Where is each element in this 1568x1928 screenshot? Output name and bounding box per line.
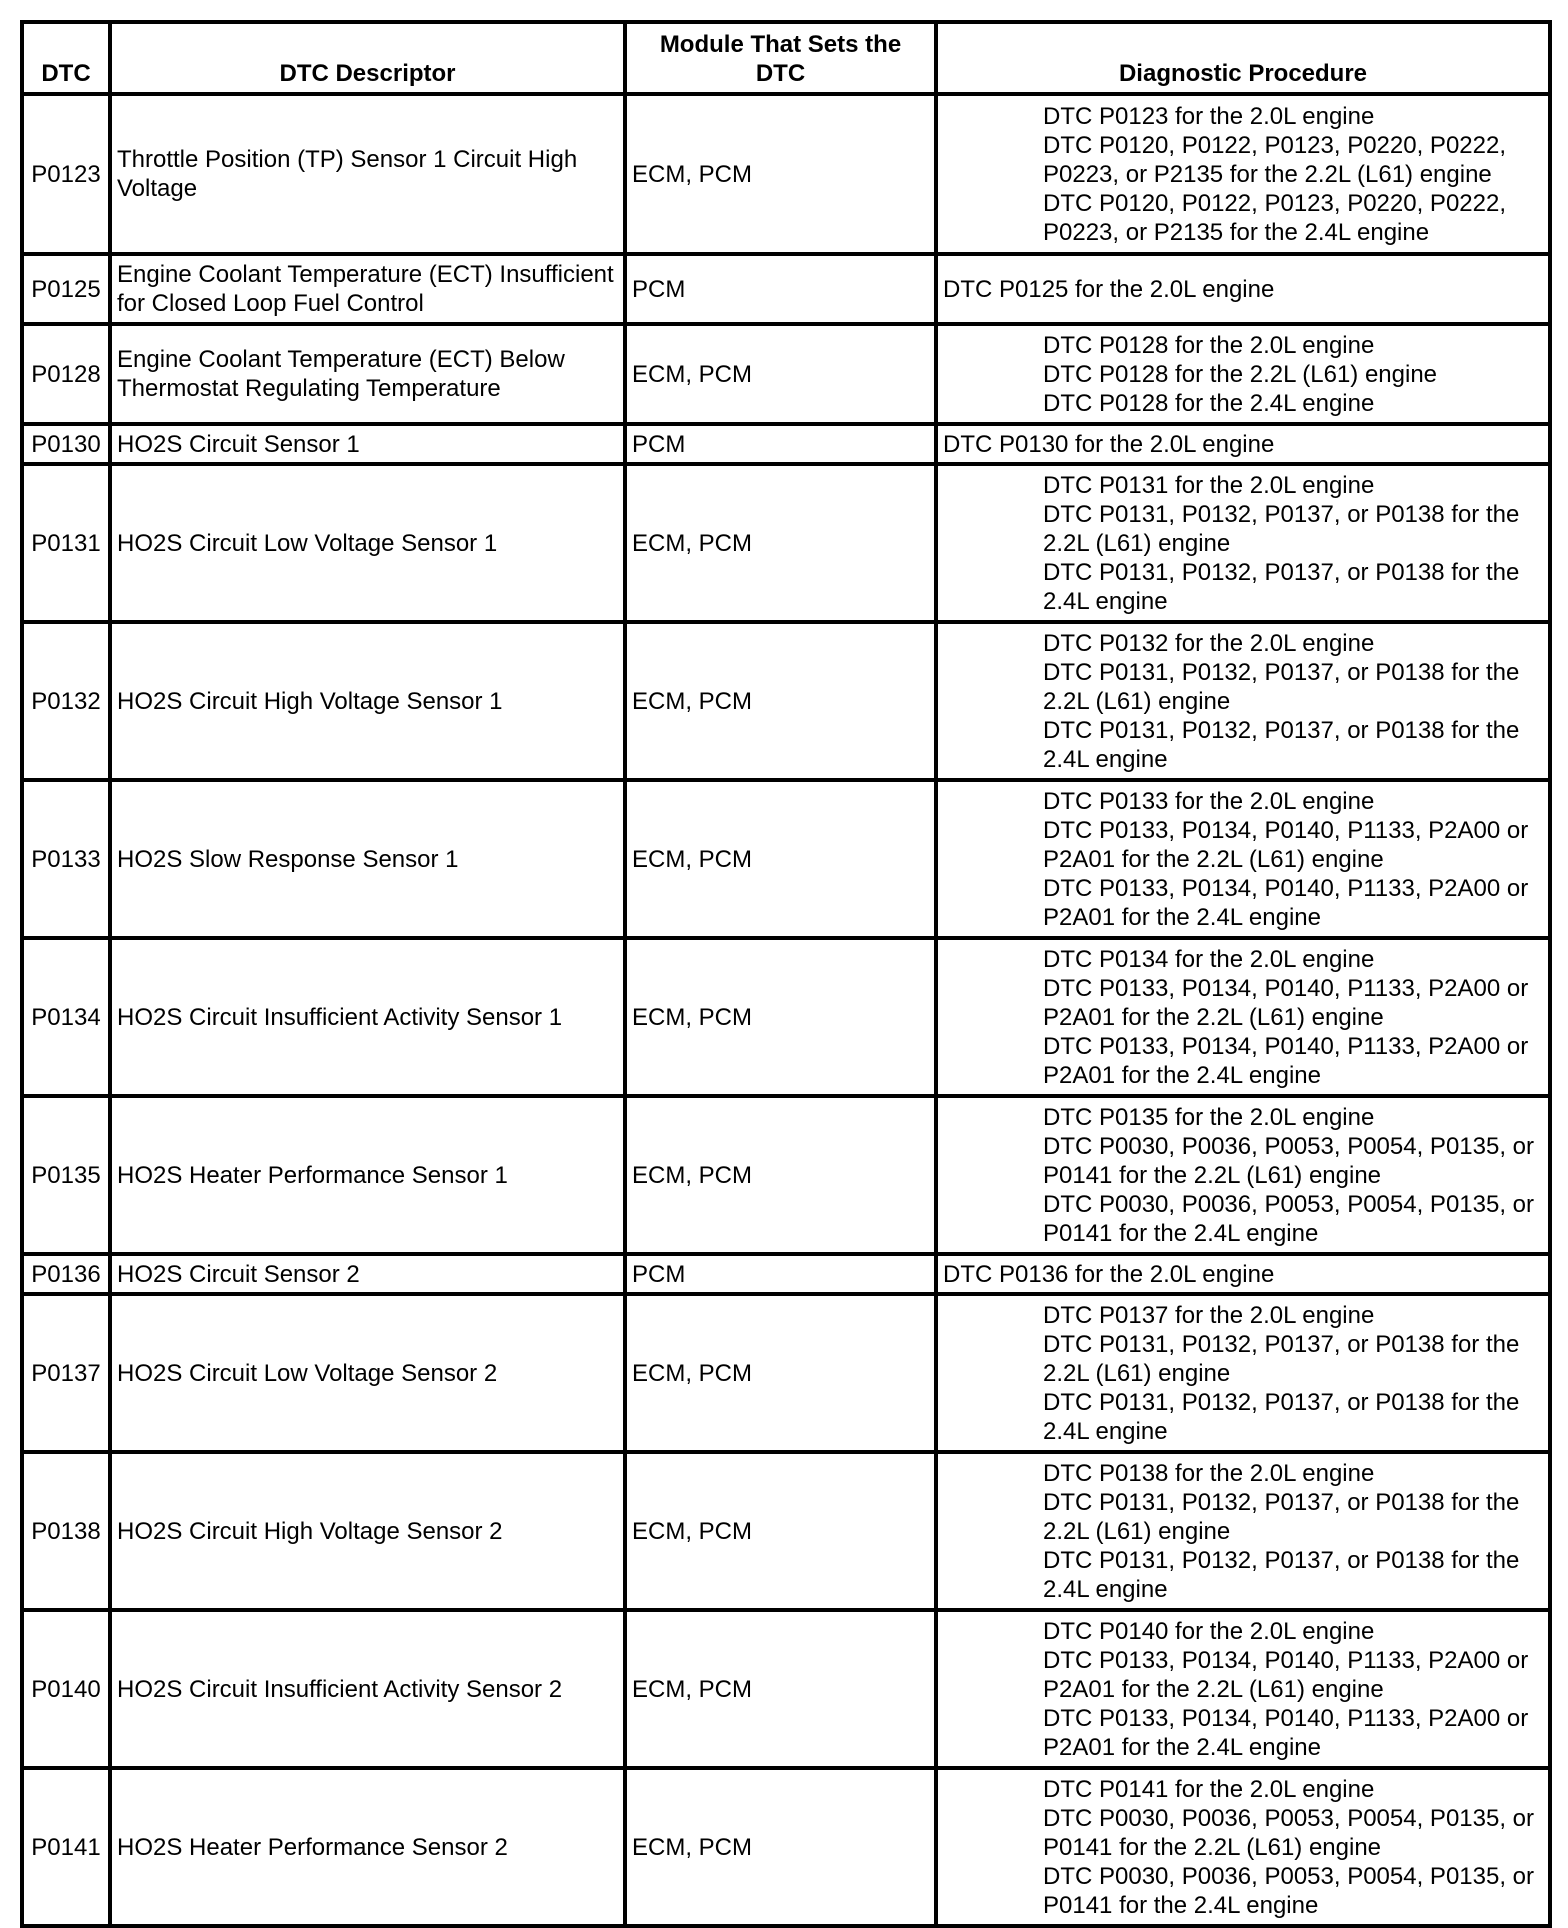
procedure-list bbox=[943, 1103, 1543, 1248]
procedure-line: DTC P0125 for the 2.0L engine bbox=[943, 275, 1275, 303]
diagnostic-procedure-cell bbox=[936, 1096, 1550, 1254]
procedure-line: DTC P0140 for the 2.0L engine bbox=[1043, 1617, 1375, 1645]
procedure-line: DTC P0123 for the 2.0L engine bbox=[1043, 102, 1375, 130]
header-procedure: Diagnostic Procedure bbox=[936, 22, 1550, 94]
dtc-code-cell: P0140 bbox=[22, 1610, 110, 1768]
dtc-descriptor-cell: Engine Coolant Temperature (ECT) Insufficient for Closed Loop Fuel Control bbox=[110, 254, 625, 324]
module-cell: ECM, PCM bbox=[625, 1096, 936, 1254]
dtc-descriptor-cell: HO2S Circuit Insufficient Activity Sensor 1 bbox=[110, 938, 625, 1096]
procedure-line: DTC P0131, P0132, P0137, or P0138 for the 2.2L (L61) engine bbox=[1043, 500, 1520, 557]
procedure-line: DTC P0131, P0132, P0137, or P0138 for the 2.4L engine bbox=[1043, 558, 1520, 615]
module-cell: ECM, PCM bbox=[625, 1294, 936, 1452]
dtc-code-cell: P0133 bbox=[22, 780, 110, 938]
dtc-table bbox=[20, 20, 1552, 1928]
procedure-list bbox=[943, 102, 1543, 247]
procedure-list bbox=[943, 275, 1543, 304]
diagnostic-procedure-cell bbox=[936, 464, 1550, 622]
dtc-descriptor-cell: HO2S Circuit Low Voltage Sensor 2 bbox=[110, 1294, 625, 1452]
dtc-code-cell: P0132 bbox=[22, 622, 110, 780]
dtc-descriptor-cell: HO2S Circuit High Voltage Sensor 1 bbox=[110, 622, 625, 780]
table-row bbox=[22, 938, 1550, 1096]
dtc-code-cell: P0130 bbox=[22, 424, 110, 464]
table-body bbox=[22, 94, 1550, 1926]
dtc-code-cell: P0138 bbox=[22, 1452, 110, 1610]
table-row bbox=[22, 464, 1550, 622]
procedure-line: DTC P0133, P0134, P0140, P1133, P2A00 or P2A01 for the 2.4L engine bbox=[1043, 874, 1529, 931]
diagnostic-procedure-cell bbox=[936, 1768, 1550, 1926]
procedure-line: DTC P0141 for the 2.0L engine bbox=[1043, 1775, 1375, 1803]
module-cell: ECM, PCM bbox=[625, 1768, 936, 1926]
procedure-line: DTC P0137 for the 2.0L engine bbox=[1043, 1301, 1375, 1329]
dtc-descriptor-cell: HO2S Heater Performance Sensor 1 bbox=[110, 1096, 625, 1254]
header-module: Module That Sets the DTC bbox=[625, 22, 936, 94]
diagnostic-procedure-cell bbox=[936, 938, 1550, 1096]
module-cell: PCM bbox=[625, 424, 936, 464]
diagnostic-procedure-cell bbox=[936, 622, 1550, 780]
procedure-line: DTC P0135 for the 2.0L engine bbox=[1043, 1103, 1375, 1131]
procedure-line: DTC P0030, P0036, P0053, P0054, P0135, or P0141 for the 2.2L (L61) engine bbox=[1043, 1804, 1535, 1861]
procedure-line: DTC P0120, P0122, P0123, P0220, P0222, P0223, or P2135 for the 2.4L engine bbox=[1043, 189, 1506, 246]
table-row bbox=[22, 254, 1550, 324]
procedure-line: DTC P0030, P0036, P0053, P0054, P0135, or P0141 for the 2.4L engine bbox=[1043, 1862, 1535, 1919]
procedure-list bbox=[943, 945, 1543, 1090]
procedure-line: DTC P0131, P0132, P0137, or P0138 for the 2.4L engine bbox=[1043, 716, 1520, 773]
module-cell: PCM bbox=[625, 254, 936, 324]
procedure-line: DTC P0131, P0132, P0137, or P0138 for the 2.4L engine bbox=[1043, 1388, 1520, 1445]
dtc-code-cell: P0125 bbox=[22, 254, 110, 324]
dtc-descriptor-cell: HO2S Circuit Sensor 1 bbox=[110, 424, 625, 464]
procedure-line: DTC P0138 for the 2.0L engine bbox=[1043, 1459, 1375, 1487]
diagnostic-procedure-cell bbox=[936, 324, 1550, 424]
dtc-descriptor-cell: HO2S Circuit Insufficient Activity Sensor 2 bbox=[110, 1610, 625, 1768]
procedure-line: DTC P0128 for the 2.4L engine bbox=[1043, 389, 1375, 417]
table-row bbox=[22, 1768, 1550, 1926]
diagnostic-procedure-cell bbox=[936, 780, 1550, 938]
procedure-line: DTC P0133, P0134, P0140, P1133, P2A00 or P2A01 for the 2.4L engine bbox=[1043, 1704, 1529, 1761]
procedure-line: DTC P0133, P0134, P0140, P1133, P2A00 or P2A01 for the 2.2L (L61) engine bbox=[1043, 974, 1529, 1031]
dtc-code-cell: P0137 bbox=[22, 1294, 110, 1452]
table-row bbox=[22, 1452, 1550, 1610]
diagnostic-procedure-cell bbox=[936, 1294, 1550, 1452]
procedure-list bbox=[943, 471, 1543, 616]
table-header-row bbox=[22, 22, 1550, 94]
procedure-line: DTC P0133, P0134, P0140, P1133, P2A00 or P2A01 for the 2.4L engine bbox=[1043, 1032, 1529, 1089]
module-cell: ECM, PCM bbox=[625, 622, 936, 780]
procedure-line: DTC P0030, P0036, P0053, P0054, P0135, or P0141 for the 2.2L (L61) engine bbox=[1043, 1132, 1535, 1189]
table-row bbox=[22, 1294, 1550, 1452]
module-cell: ECM, PCM bbox=[625, 1610, 936, 1768]
procedure-line: DTC P0134 for the 2.0L engine bbox=[1043, 945, 1375, 973]
diagnostic-procedure-cell bbox=[936, 424, 1550, 464]
module-cell: ECM, PCM bbox=[625, 780, 936, 938]
procedure-line: DTC P0133 for the 2.0L engine bbox=[1043, 787, 1375, 815]
procedure-line: DTC P0130 for the 2.0L engine bbox=[943, 430, 1275, 458]
procedure-list bbox=[943, 1459, 1543, 1604]
table-row bbox=[22, 1096, 1550, 1254]
diagnostic-procedure-cell bbox=[936, 1452, 1550, 1610]
procedure-list bbox=[943, 629, 1543, 774]
procedure-line: DTC P0133, P0134, P0140, P1133, P2A00 or P2A01 for the 2.2L (L61) engine bbox=[1043, 816, 1529, 873]
module-cell: PCM bbox=[625, 1254, 936, 1294]
procedure-list bbox=[943, 787, 1543, 932]
dtc-code-cell: P0128 bbox=[22, 324, 110, 424]
procedure-line: DTC P0120, P0122, P0123, P0220, P0222, P0223, or P2135 for the 2.2L (L61) engine bbox=[1043, 131, 1506, 188]
procedure-list bbox=[943, 430, 1543, 459]
table-row bbox=[22, 424, 1550, 464]
procedure-line: DTC P0131, P0132, P0137, or P0138 for the 2.2L (L61) engine bbox=[1043, 1330, 1520, 1387]
dtc-descriptor-cell: HO2S Circuit High Voltage Sensor 2 bbox=[110, 1452, 625, 1610]
procedure-list bbox=[943, 1260, 1543, 1289]
module-cell: ECM, PCM bbox=[625, 94, 936, 254]
dtc-descriptor-cell: HO2S Slow Response Sensor 1 bbox=[110, 780, 625, 938]
module-cell: ECM, PCM bbox=[625, 324, 936, 424]
procedure-line: DTC P0131, P0132, P0137, or P0138 for the 2.4L engine bbox=[1043, 1546, 1520, 1603]
table-row bbox=[22, 1254, 1550, 1294]
header-descriptor: DTC Descriptor bbox=[110, 22, 625, 94]
procedure-list bbox=[943, 1775, 1543, 1920]
procedure-list bbox=[943, 1617, 1543, 1762]
dtc-code-cell: P0131 bbox=[22, 464, 110, 622]
dtc-descriptor-cell: Throttle Position (TP) Sensor 1 Circuit High Voltage bbox=[110, 94, 625, 254]
procedure-line: DTC P0128 for the 2.2L (L61) engine bbox=[1043, 360, 1438, 388]
dtc-code-cell: P0123 bbox=[22, 94, 110, 254]
dtc-descriptor-cell: Engine Coolant Temperature (ECT) Below Thermostat Regulating Temperature bbox=[110, 324, 625, 424]
dtc-code-cell: P0134 bbox=[22, 938, 110, 1096]
dtc-descriptor-cell: HO2S Heater Performance Sensor 2 bbox=[110, 1768, 625, 1926]
procedure-line: DTC P0131, P0132, P0137, or P0138 for the 2.2L (L61) engine bbox=[1043, 1488, 1520, 1545]
table-row bbox=[22, 94, 1550, 254]
procedure-list bbox=[943, 1301, 1543, 1446]
diagnostic-procedure-cell bbox=[936, 1610, 1550, 1768]
procedure-line: DTC P0030, P0036, P0053, P0054, P0135, or P0141 for the 2.4L engine bbox=[1043, 1190, 1535, 1247]
table-row bbox=[22, 780, 1550, 938]
procedure-line: DTC P0128 for the 2.0L engine bbox=[1043, 331, 1375, 359]
dtc-descriptor-cell: HO2S Circuit Low Voltage Sensor 1 bbox=[110, 464, 625, 622]
dtc-descriptor-cell: HO2S Circuit Sensor 2 bbox=[110, 1254, 625, 1294]
table-row bbox=[22, 1610, 1550, 1768]
module-cell: ECM, PCM bbox=[625, 464, 936, 622]
procedure-line: DTC P0131, P0132, P0137, or P0138 for the 2.2L (L61) engine bbox=[1043, 658, 1520, 715]
procedure-line: DTC P0131 for the 2.0L engine bbox=[1043, 471, 1375, 499]
procedure-list bbox=[943, 331, 1543, 418]
procedure-line: DTC P0133, P0134, P0140, P1133, P2A00 or P2A01 for the 2.2L (L61) engine bbox=[1043, 1646, 1529, 1703]
dtc-code-cell: P0135 bbox=[22, 1096, 110, 1254]
dtc-code-cell: P0136 bbox=[22, 1254, 110, 1294]
dtc-code-cell: P0141 bbox=[22, 1768, 110, 1926]
diagnostic-procedure-cell bbox=[936, 1254, 1550, 1294]
diagnostic-procedure-cell bbox=[936, 254, 1550, 324]
table-row bbox=[22, 622, 1550, 780]
procedure-line: DTC P0136 for the 2.0L engine bbox=[943, 1260, 1275, 1288]
module-cell: ECM, PCM bbox=[625, 1452, 936, 1610]
diagnostic-procedure-cell bbox=[936, 94, 1550, 254]
header-dtc: DTC bbox=[22, 22, 110, 94]
module-cell: ECM, PCM bbox=[625, 938, 936, 1096]
table-row bbox=[22, 324, 1550, 424]
procedure-line: DTC P0132 for the 2.0L engine bbox=[1043, 629, 1375, 657]
